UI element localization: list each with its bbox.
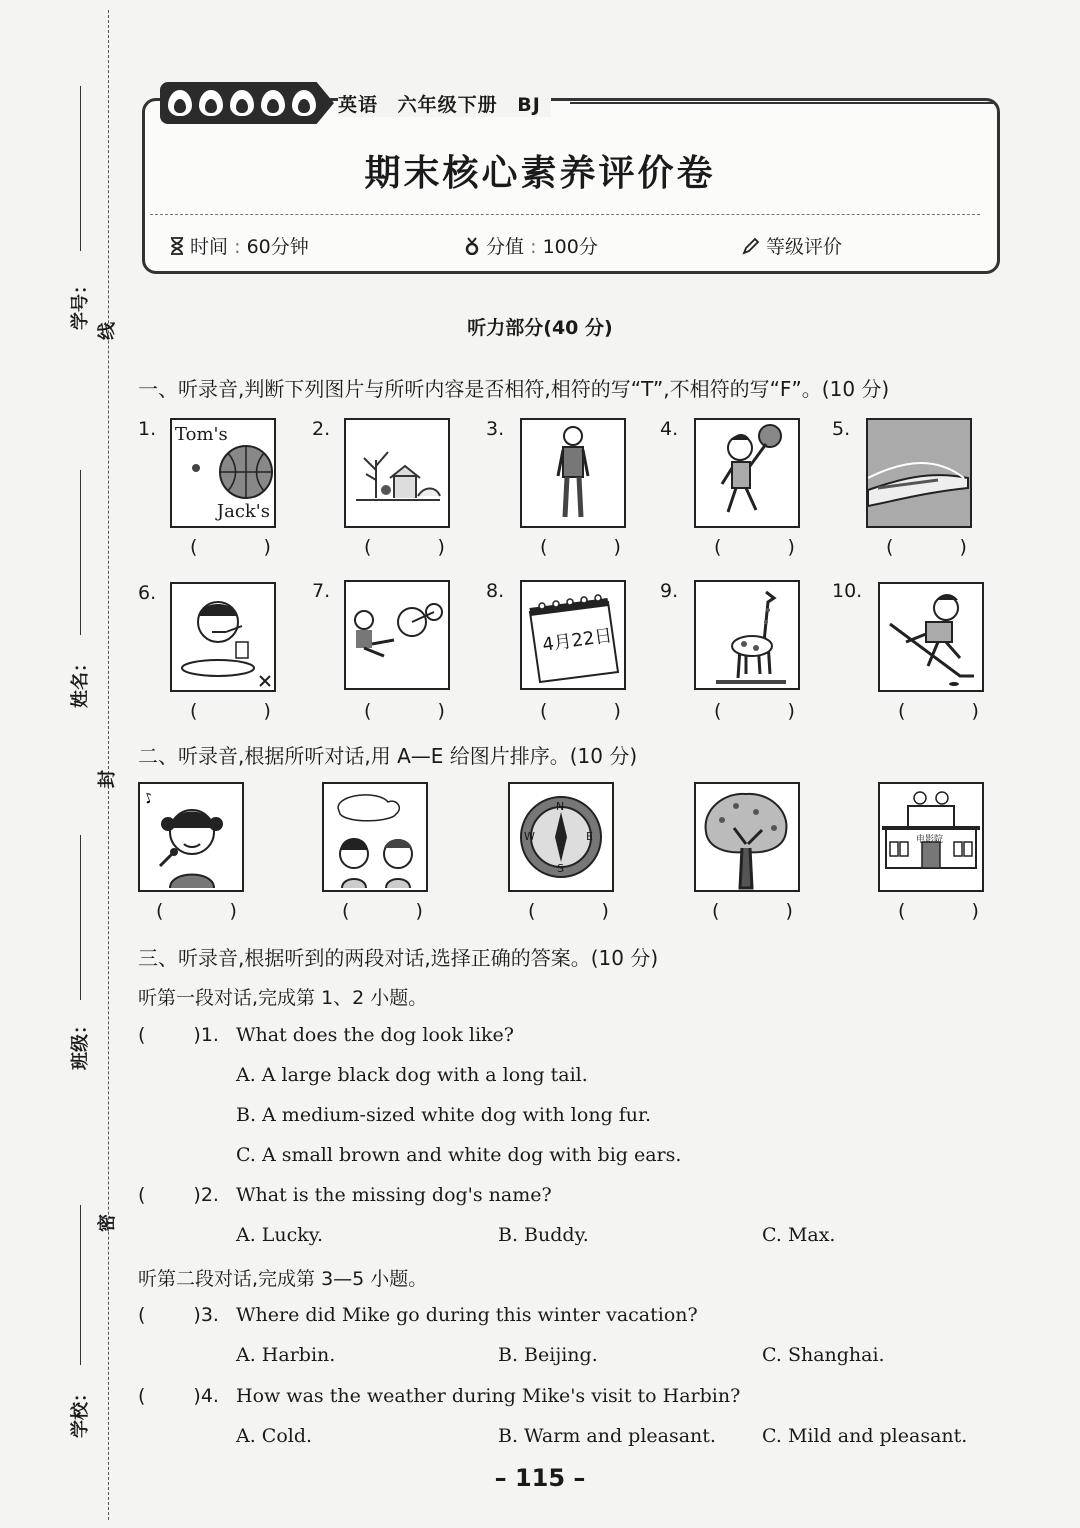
item-number: 9. [660, 580, 679, 602]
question-number: )1. [193, 1024, 219, 1046]
singing-girl-icon [140, 784, 242, 890]
pic-label-toms: Tom's [175, 424, 228, 445]
answer-blank[interactable]: ( ) [528, 900, 639, 922]
giraffe-icon [696, 582, 798, 688]
thinking-kids-icon [324, 784, 426, 890]
edition: BJ [517, 94, 541, 116]
question-text: Where did Mike go during this winter vacation? [236, 1304, 698, 1326]
question-text: What is the missing dog's name? [236, 1184, 552, 1206]
option-a[interactable]: A. A large black dog with a long tail. [236, 1064, 588, 1086]
question-row [138, 1024, 219, 1046]
answer-blank[interactable]: ( ) [714, 700, 825, 722]
bike-fall-icon [346, 582, 448, 688]
section1-heading: 一、听录音,判断下列图片与所听内容是否相符,相符的写“T”,不相符的写“F”。(10 分) [138, 377, 890, 401]
flame-icon [230, 90, 254, 116]
svg-text:♪: ♪ [141, 789, 156, 808]
pencil-icon [742, 237, 760, 255]
school-line [80, 1205, 81, 1365]
pic-tree [694, 782, 800, 892]
option-a[interactable]: A. Cold. [236, 1425, 313, 1447]
item-number: 7. [312, 580, 331, 602]
answer-blank[interactable]: ( ) [190, 536, 301, 558]
compass-w: W [524, 830, 535, 843]
binding-dashed-line [108, 10, 109, 1520]
section3-heading: 三、听录音,根据听到的两段对话,选择正确的答案。(10 分) [138, 946, 659, 970]
question-number: )2. [193, 1184, 219, 1206]
student-no-label: 学号： [70, 276, 91, 330]
compass-s: S [557, 862, 564, 875]
item-number: 1. [138, 418, 157, 440]
option-b[interactable]: B. Beijing. [498, 1344, 598, 1366]
question-number: )4. [193, 1385, 219, 1407]
calendar-date: 4月22日 [541, 625, 614, 656]
time-label: 时间 [190, 236, 229, 258]
player-icon [696, 420, 798, 526]
pic-ice-hockey [878, 582, 984, 692]
grade-eval-label: 等级评价 [766, 236, 843, 258]
question-text: What does the dog look like? [236, 1024, 514, 1046]
page-title: 期末核心素养评价卷 [364, 153, 716, 194]
flame-icon [261, 90, 285, 116]
answer-blank[interactable]: ( ) [540, 536, 651, 558]
question-text: How was the weather during Mike's visit to Harbin? [236, 1385, 741, 1407]
option-a[interactable]: A. Lucky. [236, 1224, 324, 1246]
option-b[interactable]: B. Buddy. [498, 1224, 589, 1246]
grade-eval-meta [742, 232, 842, 259]
part2-instruction: 听第二段对话,完成第 3—5 小题。 [138, 1268, 428, 1290]
subject-line [338, 90, 551, 117]
answer-blank[interactable]: ( ) [886, 536, 997, 558]
flame-icon [168, 90, 192, 116]
class-label: 班级： [70, 1016, 91, 1070]
option-b[interactable]: B. A medium-sized white dog with long fur. [236, 1104, 652, 1126]
score-label: 分值 [486, 236, 525, 258]
pic-singing-girl [138, 782, 244, 892]
snow-tree-icon [346, 420, 448, 526]
pic-label-jacks: Jack's [216, 501, 270, 522]
hockey-icon [880, 584, 982, 690]
answer-paren-open[interactable]: ( [138, 1184, 146, 1206]
question-number: )3. [193, 1304, 219, 1326]
school-label: 学校： [70, 1384, 91, 1438]
pic-calendar [520, 580, 626, 690]
pic-fallen-bike [344, 580, 450, 690]
answer-blank[interactable]: ( ) [712, 900, 823, 922]
option-c[interactable]: C. A small brown and white dog with big ears. [236, 1144, 682, 1166]
item-number: 3. [486, 418, 505, 440]
answer-blank[interactable]: ( ) [714, 536, 825, 558]
subject: 英语 [338, 94, 379, 116]
compass-e: E [586, 830, 593, 843]
pic-cinema [878, 782, 984, 892]
answer-blank[interactable]: ( ) [156, 900, 267, 922]
answer-blank[interactable]: ( ) [364, 536, 475, 558]
name-line [80, 470, 81, 635]
option-b[interactable]: B. Warm and pleasant. [498, 1425, 716, 1447]
flame-icon [199, 90, 223, 116]
score-meta: 分值 : 100分 [464, 232, 598, 259]
score-value: 100分 [542, 236, 598, 258]
question-row [138, 1304, 219, 1326]
question-row [138, 1385, 219, 1407]
time-value: 60分钟 [246, 236, 309, 258]
option-c[interactable]: C. Max. [762, 1224, 836, 1246]
pic-balls [170, 418, 276, 528]
train-icon [868, 420, 970, 526]
pic-standing-boy [520, 418, 626, 528]
section2-heading: 二、听录音,根据所听对话,用 A—E 给图片排序。(10 分) [138, 744, 638, 768]
answer-blank[interactable]: ( ) [364, 700, 475, 722]
option-a[interactable]: A. Harbin. [236, 1344, 336, 1366]
option-c[interactable]: C. Shanghai. [762, 1344, 885, 1366]
pic-basketball-player [694, 418, 800, 528]
seal-char: 封 [97, 770, 118, 788]
secret-char: 密 [97, 1214, 118, 1232]
answer-blank[interactable]: ( ) [898, 700, 1009, 722]
class-line [80, 835, 81, 1000]
brushing-teeth-icon [172, 584, 274, 690]
pic-brushing-teeth [170, 582, 276, 692]
answer-blank[interactable]: ( ) [190, 700, 301, 722]
part1-instruction: 听第一段对话,完成第 1、2 小题。 [138, 987, 428, 1009]
answer-blank[interactable]: ( ) [898, 900, 1009, 922]
answer-paren-open[interactable]: ( [138, 1304, 146, 1326]
pic-bullet-train [866, 418, 972, 528]
medal-icon [464, 237, 480, 255]
question-row [138, 1184, 219, 1206]
tree-icon [696, 784, 798, 890]
boy-icon [522, 420, 624, 526]
item-number: 6. [138, 582, 157, 604]
page-number: – 115 – [494, 1464, 586, 1492]
header-rule [570, 102, 996, 104]
item-number: 2. [312, 418, 331, 440]
difficulty-flames [160, 82, 334, 124]
answer-paren-open[interactable]: ( [138, 1024, 146, 1046]
item-number: 8. [486, 580, 505, 602]
answer-blank[interactable]: ( ) [540, 700, 651, 722]
binding-margin [0, 0, 120, 1528]
answer-blank[interactable]: ( ) [342, 900, 453, 922]
answer-paren-open[interactable]: ( [138, 1385, 146, 1407]
time-meta: 时间 : 60分钟 [170, 232, 309, 259]
cut-line-char: 线 [97, 322, 118, 340]
pic-snow-scene [344, 418, 450, 528]
pic-two-kids-thinking [322, 782, 428, 892]
name-label: 姓名： [70, 654, 91, 708]
item-number: 10. [832, 580, 863, 602]
item-number: 5. [832, 418, 851, 440]
hourglass-icon [170, 237, 184, 255]
cinema-sign: 电影院 [916, 835, 944, 845]
pic-giraffe [694, 580, 800, 690]
title-divider [150, 214, 980, 215]
pic-compass [508, 782, 614, 892]
listening-title: 听力部分(40 分) [467, 317, 613, 339]
item-number: 4. [660, 418, 679, 440]
flame-icon [292, 90, 316, 116]
compass-n: N [556, 800, 565, 813]
option-c[interactable]: C. Mild and pleasant. [762, 1425, 968, 1447]
grade: 六年级下册 [397, 94, 498, 116]
